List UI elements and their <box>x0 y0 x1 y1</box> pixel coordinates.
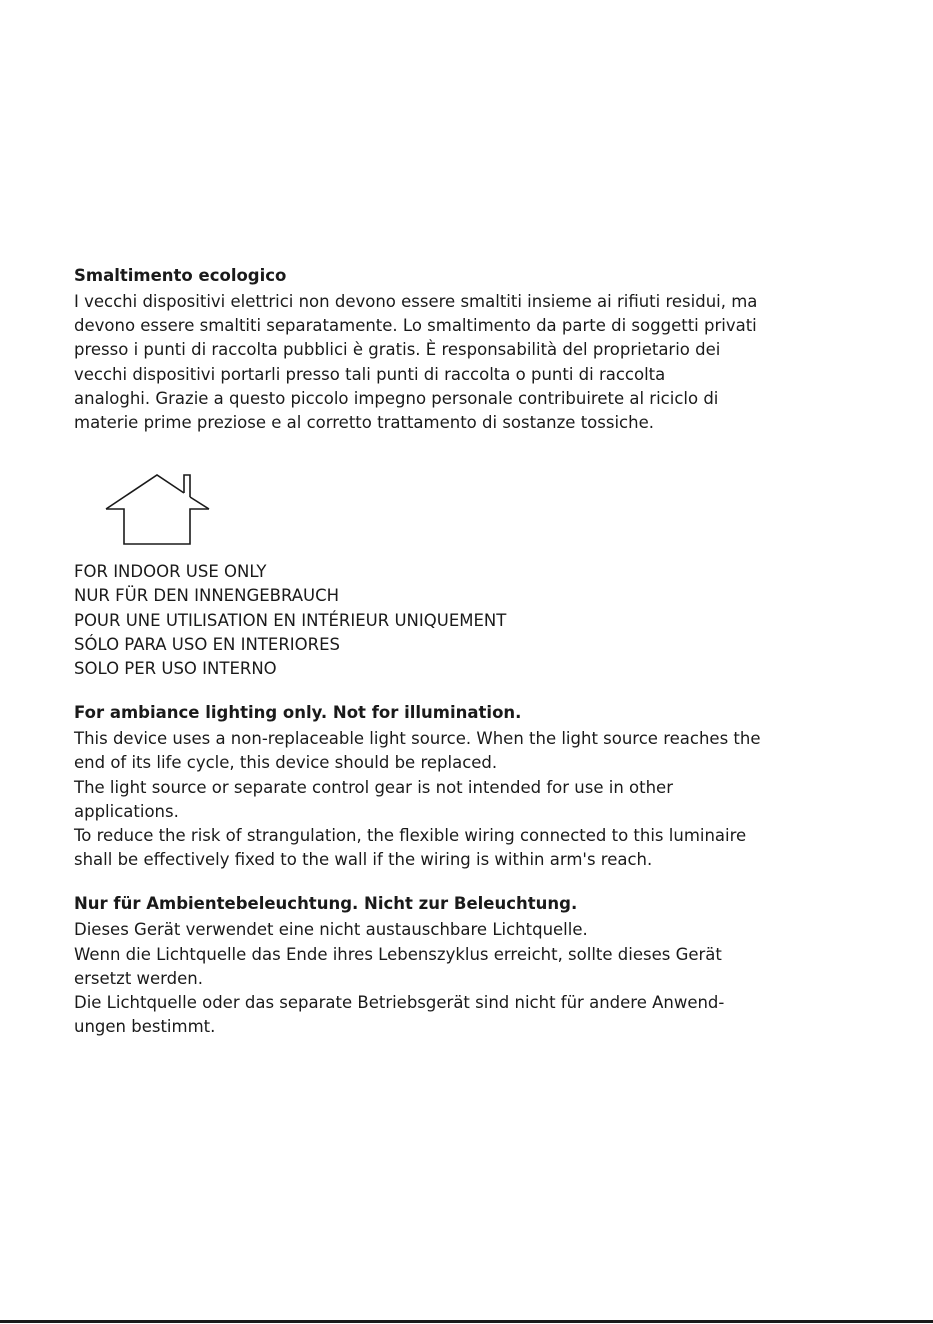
text-line: Wenn die Lichtquelle das Ende ihres Lebenszyklus erreicht, sollte dieses Gerät <box>74 944 722 964</box>
indoor-line-es: SÓLO PARA USO EN INTERIORES <box>74 634 340 654</box>
text-line: vecchi dispositivi portarli presso tali punti di raccolta o punti di raccolta <box>74 364 666 384</box>
text-line: To reduce the risk of strangulation, the flexible wiring connected to this luminaire <box>74 826 747 846</box>
indoor-line-de: NUR FÜR DEN INNENGEBRAUCH <box>74 586 340 606</box>
text-line: end of its life cycle, this device should be replaced. <box>74 753 498 773</box>
indoor-line-en: FOR INDOOR USE ONLY <box>74 562 267 582</box>
english-section <box>74 701 874 872</box>
disposal-paragraph <box>74 290 874 435</box>
text-line: applications. <box>74 801 179 821</box>
text-line: ersetzt werden. <box>74 968 203 988</box>
indoor-use-notice <box>74 560 874 681</box>
disposal-section <box>74 264 874 435</box>
text-line: devono essere smaltiti separatamente. Lo smaltimento da parte di soggetti privati <box>74 316 757 336</box>
german-section <box>74 892 874 1039</box>
text-line: shall be effectively fixed to the wall if the wiring is within arm's reach. <box>74 850 653 870</box>
german-heading: Nur für Ambientebeleuchtung. Nicht zur Beleuchtung. <box>74 894 578 914</box>
indoor-line-it: SOLO PER USO INTERNO <box>74 659 277 679</box>
text-line: Dieses Gerät verwendet eine nicht austauschbare Lichtquelle. <box>74 920 588 940</box>
english-paragraph <box>74 727 874 872</box>
english-heading: For ambiance lighting only. Not for illumination. <box>74 703 522 723</box>
text-line: This device uses a non-replaceable light source. When the light source reaches the <box>74 729 761 749</box>
text-line: presso i punti di raccolta pubblici è gratis. È responsabilità del proprietario dei <box>74 340 721 360</box>
house-icon <box>102 471 212 547</box>
indoor-line-fr: POUR UNE UTILISATION EN INTÉRIEUR UNIQUEMENT <box>74 610 507 630</box>
text-line: ungen bestimmt. <box>74 1017 216 1037</box>
text-line: materie prime preziose e al corretto trattamento di sostanze tossiche. <box>74 413 654 433</box>
text-line: Die Lichtquelle oder das separate Betriebsgerät sind nicht für andere Anwend- <box>74 993 725 1013</box>
text-line: The light source or separate control gear is not intended for use in other <box>74 777 673 797</box>
text-line: I vecchi dispositivi elettrici non devono essere smaltiti insieme ai rifiuti residui, ma <box>74 292 758 311</box>
disposal-heading: Smaltimento ecologico <box>74 266 287 285</box>
document-content <box>74 264 874 1039</box>
bottom-divider <box>0 1320 933 1323</box>
german-paragraph <box>74 918 874 1039</box>
text-line: analoghi. Grazie a questo piccolo impegno personale contribuirete al riciclo di <box>74 388 719 408</box>
